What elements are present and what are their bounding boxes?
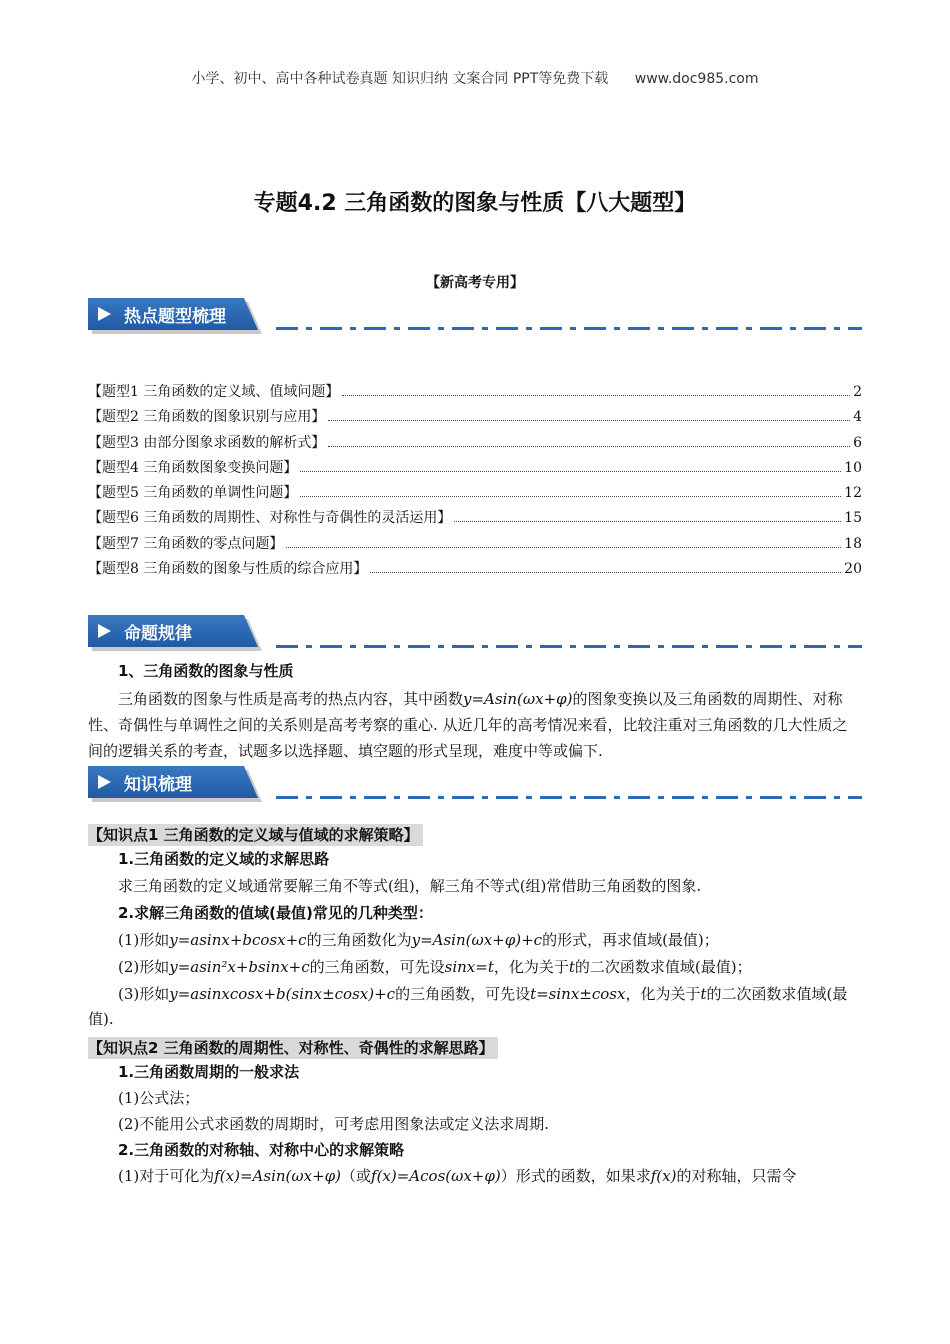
dash-divider <box>276 796 862 799</box>
toc-dot-leader <box>300 496 841 497</box>
toc-entry[interactable] <box>88 432 862 457</box>
kp1-heading-1: 1.三角函数的定义域的求解思路 <box>118 850 330 868</box>
toc-page-number: 6 <box>853 434 862 451</box>
toc-dot-leader <box>328 420 850 421</box>
toc-dot-leader <box>370 572 841 573</box>
knowledge-point-2-title: 【知识点2 三角函数的周期性、对称性、奇偶性的求解思路】 <box>88 1037 498 1059</box>
kp2-strategy-1: (1)对于可化为f(x)=Asin(ωx+φ)（或f(x)=Acos(ωx+φ)）形式的函数，如果求f(x)的对称轴，只需令 <box>118 1167 797 1185</box>
toc-page-number: 12 <box>844 485 862 502</box>
toc-entry-label: 【题型2 三角函数的图象识别与应用】 <box>88 409 326 426</box>
toc-entry-label: 【题型5 三角函数的单调性问题】 <box>88 485 298 502</box>
dash-divider <box>276 645 862 648</box>
toc-entry[interactable] <box>88 457 862 482</box>
rule-heading: 1、三角函数的图象与性质 <box>118 662 294 680</box>
toc-dot-leader <box>328 446 850 447</box>
dash-divider <box>276 327 862 330</box>
toc-entry-label: 【题型6 三角函数的周期性、对称性与奇偶性的灵活运用】 <box>88 510 452 527</box>
page-title: 专题4.2 三角函数的图象与性质【八大题型】 <box>253 191 697 216</box>
toc-page-number: 4 <box>853 409 862 426</box>
toc-page-number: 2 <box>853 384 862 400</box>
toc-entry[interactable] <box>88 533 862 558</box>
banner-label: 命题规律 <box>124 624 192 644</box>
kp1-item-3: (3)形如y=asinxcosx+b(sinx±cosx)+c的三角函数，可先设t=sinx±cosx，化为关于t的二次函数求值域(最 <box>118 985 848 1003</box>
kp1-heading-2: 2.求解三角函数的值域(最值)常见的几种类型： <box>118 904 433 922</box>
toc-page-number: 10 <box>844 459 862 476</box>
rule-paragraph: 三角函数的图象与性质是高考的热点内容，其中函数y=Asin(ωx+φ)的图象变换以及三角函数的周期性、对称性、奇偶性与单调性之间的关系则是高考考察的重心. 从近几年的高考情况来看，比较注重对三角函数的几大性质之间的逻辑关系的考查，试题多以选择题、填空题的形式呈现，难度中等或偏下. <box>88 690 848 760</box>
kp1-item-1: (1)形如y=asinx+bcosx+c的三角函数化为y=Asin(ωx+φ)+c的形式，再求值域(最值)； <box>118 931 719 949</box>
toc-entry-label: 【题型4 三角函数图象变换问题】 <box>88 459 298 476</box>
kp2-heading-1: 1.三角函数周期的一般求法 <box>118 1063 300 1081</box>
kp1-item-3-cont: 值). <box>88 1010 114 1028</box>
header-site-link[interactable]: www.doc985.com <box>634 71 759 87</box>
toc-page-number: 18 <box>844 535 862 552</box>
kp1-item-2: (2)形如y=asin²x+bsinx+c的三角函数，可先设sinx=t，化为关于t的二次函数求值域(最值)； <box>118 958 752 976</box>
toc-entry[interactable] <box>88 406 862 431</box>
banner-knowledge <box>88 766 264 798</box>
knowledge-point-1-title: 【知识点1 三角函数的定义域与值域的求解策略】 <box>88 824 423 846</box>
page-header <box>0 68 950 88</box>
toc-dot-leader <box>342 395 850 396</box>
toc-entry[interactable] <box>88 507 862 532</box>
toc-entry-label: 【题型1 三角函数的定义域、值域问题】 <box>88 384 340 400</box>
kp2-heading-2: 2.三角函数的对称轴、对称中心的求解策略 <box>118 1141 405 1159</box>
toc-dot-leader <box>300 471 841 472</box>
toc-dot-leader <box>454 521 841 522</box>
toc-page-number: 20 <box>844 561 862 578</box>
header-text: 小学、初中、高中各种试卷真题 知识归纳 文案合同 PPT等免费下载 <box>191 71 609 87</box>
kp2-method-1: (1)公式法； <box>118 1089 200 1107</box>
play-arrow-icon <box>98 307 111 321</box>
toc-page-number: 15 <box>844 510 862 527</box>
kp1-text-1: 求三角函数的定义域通常要解三角不等式(组)，解三角不等式(组)常借助三角函数的图象. <box>118 877 702 895</box>
play-arrow-icon <box>98 624 111 638</box>
kp2-method-2: (2)不能用公式求函数的周期时，可考虑用图象法或定义法求周期. <box>118 1115 550 1133</box>
banner-rules <box>88 615 264 647</box>
toc-dot-leader <box>286 547 841 548</box>
table-of-contents <box>88 381 862 583</box>
play-arrow-icon <box>98 775 111 789</box>
toc-entry-label: 【题型7 三角函数的零点问题】 <box>88 535 284 552</box>
toc-entry[interactable] <box>88 482 862 507</box>
toc-entry[interactable] <box>88 381 862 406</box>
toc-entry-label: 【题型3 由部分图象求函数的解析式】 <box>88 434 326 451</box>
banner-hot-types <box>88 298 264 330</box>
page-subtitle: 【新高考专用】 <box>426 275 524 291</box>
toc-entry[interactable] <box>88 558 862 583</box>
banner-label: 知识梳理 <box>124 775 192 795</box>
banner-label: 热点题型梳理 <box>124 307 226 327</box>
toc-entry-label: 【题型8 三角函数的图象与性质的综合应用】 <box>88 561 368 578</box>
